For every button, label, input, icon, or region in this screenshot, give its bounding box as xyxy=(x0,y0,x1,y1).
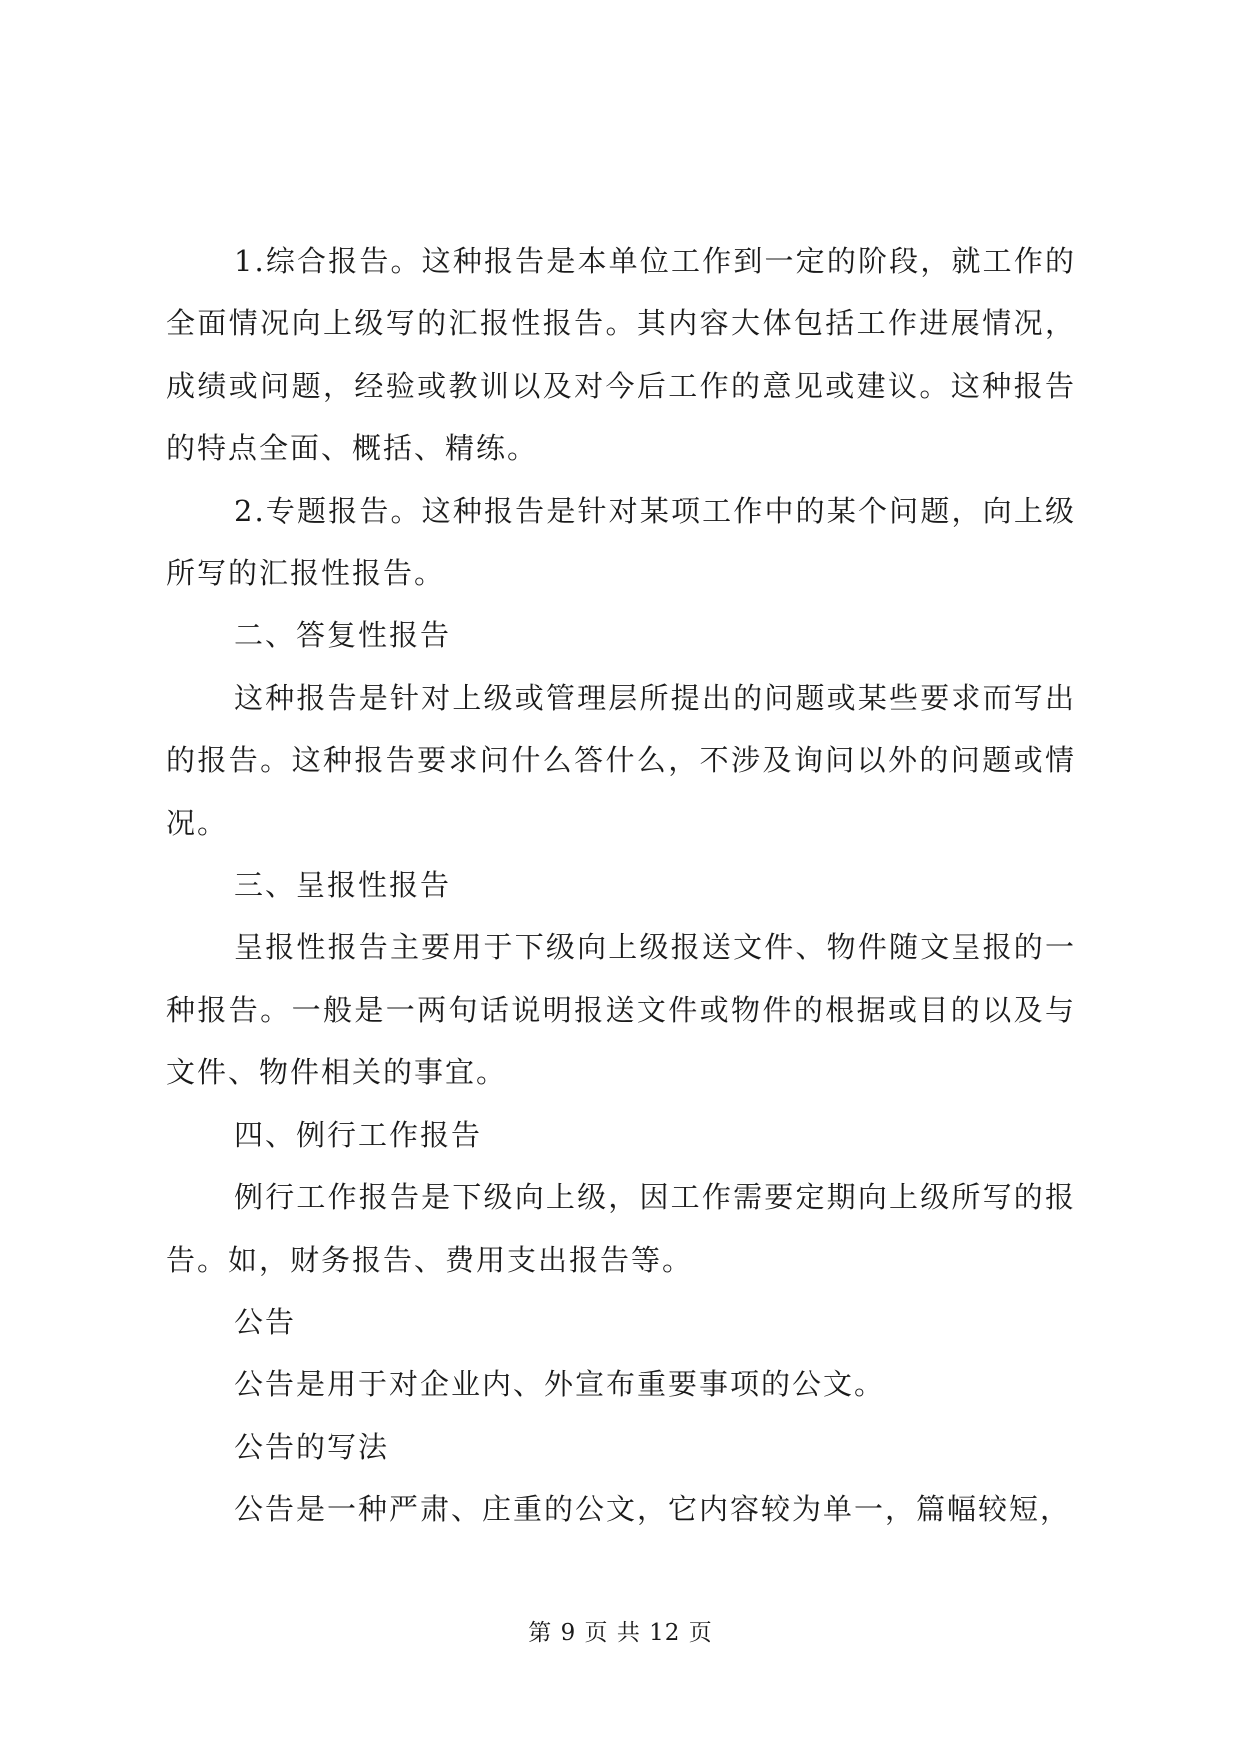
heading-submission-report: 三、呈报性报告 xyxy=(234,868,452,903)
document-body xyxy=(166,230,1076,1541)
heading-announcement: 公告 xyxy=(234,1304,297,1339)
page-footer: 第 9 页 共 12 页 xyxy=(528,1620,713,1646)
paragraph-special-report: 2.专题报告。这种报告是针对某项工作中的某个问题，向上级所写的汇报性报告。 xyxy=(166,493,1076,591)
paragraph-comprehensive-report: 1.综合报告。这种报告是本单位工作到一定的阶段，就工作的全面情况向上级写的汇报性报告。其内容大体包括工作进展情况，成绩或问题，经验或教训以及对今后工作的意见或建议。这种报告的特点全面、概括、精练。 xyxy=(166,244,1076,466)
heading-announcement-writing: 公告的写法 xyxy=(234,1429,390,1464)
heading-routine-report: 四、例行工作报告 xyxy=(234,1117,483,1152)
paragraph-announcement-writing: 公告是一种严肃、庄重的公文，它内容较为单一，篇幅较短， xyxy=(234,1492,1072,1527)
paragraph-announcement-definition: 公告是用于对企业内、外宣布重要事项的公文。 xyxy=(234,1367,886,1402)
heading-reply-report: 二、答复性报告 xyxy=(234,618,452,653)
paragraph-routine-report: 例行工作报告是下级向上级，因工作需要定期向上级所写的报告。如，财务报告、费用支出报告等。 xyxy=(166,1180,1076,1277)
paragraph-submission-report: 呈报性报告主要用于下级向上级报送文件、物件随文呈报的一种报告。一般是一两句话说明报送文件或物件的根据或目的以及与文件、物件相关的事宜。 xyxy=(166,930,1076,1090)
paragraph-reply-report: 这种报告是针对上级或管理层所提出的问题或某些要求而写出的报告。这种报告要求问什么答什么，不涉及询问以外的问题或情况。 xyxy=(166,680,1076,840)
